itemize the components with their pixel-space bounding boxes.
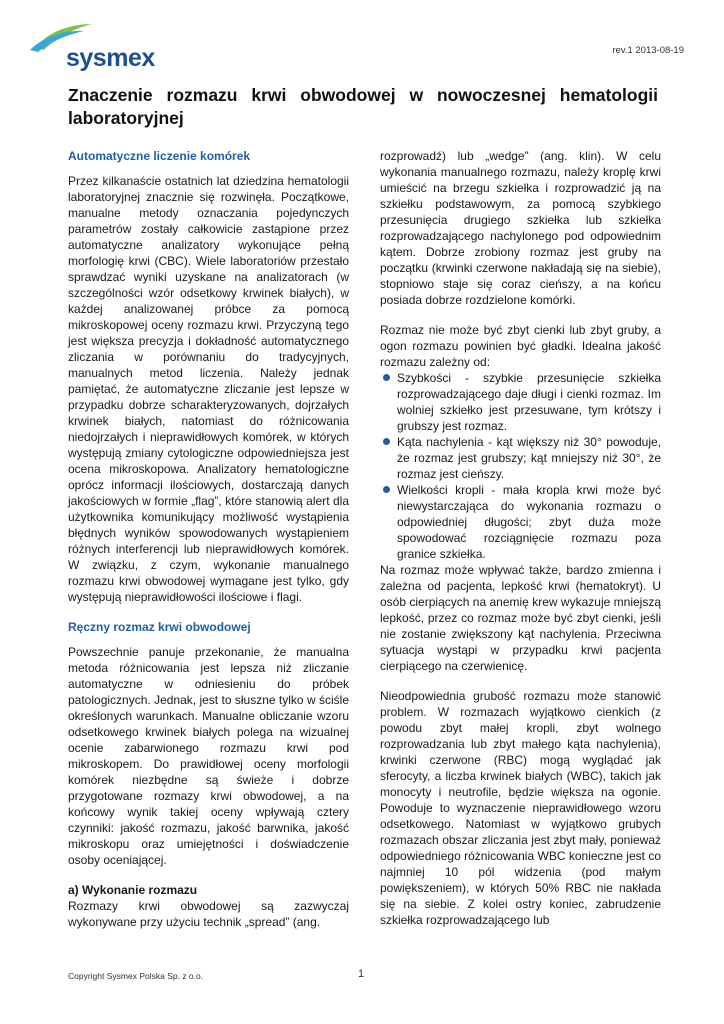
bullet-icon [383,438,390,445]
bullet-icon [383,486,390,493]
revision-label: rev.1 2013-08-19 [612,45,684,56]
list-item: Szybkości - szybkie przesunięcie szkiełka rozprowadzającego daje długi i cienki rozmaz. Im wolniej szkiełko jest przesuwane, tym krótszy i grubszy jest rozmaz. [380,370,661,434]
document-title: Znaczenie rozmazu krwi obwodowej w nowoczesnej hematologii laboratoryjnej [68,85,658,128]
section-heading-manual-smear: Ręczny rozmaz krwi obwodowej [68,620,251,634]
left-column [68,148,349,930]
paragraph-manual-smear: Powszechnie panuje przekonanie, że manualna metoda różnicowania jest lepsza niż zliczanie automatyczne w odniesieniu do próbek patologicznych. Jednak, jest to słuszne tylko w ściśle określonych warunkach. Manualne obliczanie wzoru odsetkowego krwinek białych polega na wizualnej ocenie zabarwionego rozmazu krwi pod mikroskopem. Do prawidłowej oceny morfologii komórek niezbędne są świeże i dobrze przygotowane rozmazy krwi obwodowej, a na końcowy wynik takiej oceny wpływają cztery czynniki: jakość rozmazu, jakość barwnika, jakość mikroskopu oraz umiejętności i doświadczenie osoby oceniającej. [68,645,349,867]
footer-copyright: Copyright Sysmex Polska Sp. z o.o. [68,971,204,981]
paragraph-smear-technique: rozprowadź) lub „wedge” (ang. klin). W celu wykonania manualnego rozmazu, należy kroplę krwi umieścić na brzegu szkiełka i rozprowadzić ją na szkiełku podstawowym, za pomocą szybkiego przesunięcia drugiego szkiełka lub szkiełka rozprowadzającego nachylonego pod odpowiednim kątem. Dobrze zrobiony rozmaz jest gruby na początku (krwinki czerwone nakładają się na siebie), stopniowo staje się coraz cieńszy, a na końcu posiada dobrze rozdzielone komórki. [380,149,661,307]
paragraph-smear-preparation: Rozmazy krwi obwodowej są zazwyczaj wykonywane przy użyciu technik „spread” (ang. [68,899,349,929]
subsection-heading-smear-preparation: a) Wykonanie rozmazu [68,883,198,897]
paragraph-automatic-counting: Przez kilkanaście ostatnich lat dziedzina hematologii laboratoryjnej znacznie się rozwinęła. Początkowe, manualne metody oznaczania pojedynczych parametrów zostały całkowicie zastąpione przez automatyczne analizatory wykonujące pełną morfologię krwi (CBC). Wiele laboratoriów przestało sprawdzać wyniki uzyskane na analizatorach (w szczególności wzór odsetkowy krwinek białych), w każdej analizowanej próbce za pomocą mikroskopowej oceny rozmazu krwi. Przyczyną tego jest większa precyzja i dokładność automatycznego zliczania w porównaniu do tradycyjnych, manualnych metod liczenia. Należy jednak pamiętać, że automatyczne zliczanie jest lepsze w przypadku dobrze scharakteryzowanych, dojrzałych krwinek białych, natomiast do różnicowania niedojrzałych i nieprawidłowych komórek, w których występują zmiany cytologiczne odpowiedniejsza jest ocena mikroskopowa. Analizatory hematologiczne oprócz informacji ilościowych, dostarczają danych jakościowych w formie „flag”, które stanowią alert dla użytkownika komunikujący możliwość wystąpienia błędnych wyników spowodowanych wystąpieniem różnych interferencji lub nieprawidłowych komórek. W związku, z czym, wykonanie manualnego rozmazu krwi obwodowej wymagane jest tylko, gdy występują nieprawidłowości ilościowe i flagi. [68,174,349,604]
quality-factors-list [380,370,661,562]
bullet-icon [383,374,390,381]
right-column [380,148,661,928]
list-item: Wielkości kropli - mała kropla krwi może być niewystarczająca do wykonania rozmazu o odpowiedniej długości; zbyt duża może spowodować rozciągnięcie rozmazu poza granice szkiełka. [380,482,661,562]
list-item: Kąta nachylenia - kąt większy niż 30° powoduje, że rozmaz jest grubszy; kąt mniejszy niż 30°, że rozmaz jest cieńszy. [380,434,661,482]
paragraph-blood-viscosity: Na rozmaz może wpływać także, bardzo zmienna i zależna od pacjenta, lepkość krwi (hematokryt). U osób cierpiących na anemię krew wykazuje mniejszą lepkość, przez co rozmaz może być zbyt cienki, jeśli nie zostanie zwiększony kąt nachylenia. Przeciwna sytuacja wystąpi w przypadku krwi pacjenta cierpiącego na czerwienicę. [380,563,661,673]
paragraph-smear-quality: Rozmaz nie może być zbyt cienki lub zbyt gruby, a ogon rozmazu powinien być gładki. Idealna jakość rozmazu zależny od: [380,323,661,369]
sysmex-logo [26,22,186,72]
page-number: 1 [358,968,365,980]
logo-wordmark: sysmex [66,44,155,72]
paragraph-smear-thickness: Nieodpowiednia grubość rozmazu może stanowić problem. W rozmazach wyjątkowo cienkich (z powodu zbyt małej kropli, zbyt wolnego rozprowadzania lub zbyt małego kąta nachylenia), krwinki czerwone (RBC) mogą wyglądać jak sferocyty, a liczba krwinek białych (WBC), takich jak monocyty i neutrofile, będzie większa na ogonie. Powoduje to wyznaczenie nieprawidłowego wzoru odsetkowego. Natomiast w wyjątkowo grubych rozmazach obszar zliczania jest zbyt mały, ponieważ odpowiedniego różnicowania WBC konieczne jest co najmniej 10 pól widzenia (pod małym powiększeniem), w których 50% RBC nie nakłada się na siebie. Z kolei ostry koniec, zabrudzenie szkiełka rozprowadzającego lub [380,689,661,927]
section-heading-automatic-counting: Automatyczne liczenie komórek [68,149,251,163]
